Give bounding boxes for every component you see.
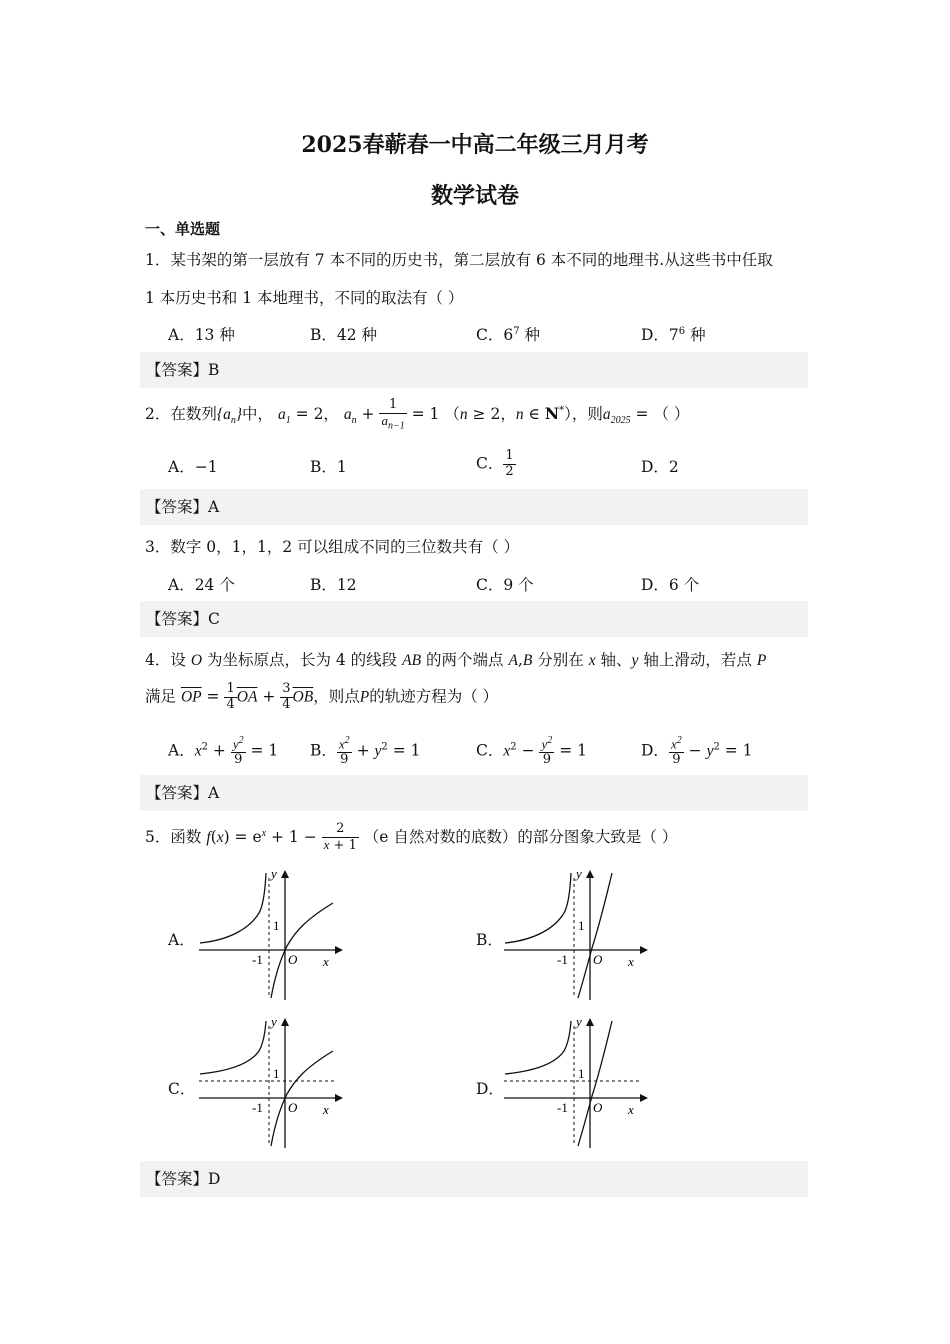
graph-c-y-label: y <box>271 1016 277 1029</box>
graph-d-y-label: y <box>576 1016 582 1029</box>
graph-c-origin-label: O <box>288 1100 298 1115</box>
graph-b-one-label: 1 <box>578 918 585 933</box>
graph-c-x-label: x <box>323 1102 329 1117</box>
question-2: 2．在数列$\{a_n\}$中， $a_1 = 2$， $a_n$ + $\frac{1}{a_{n-1}}$ = 1 （n ≥ 2，n ∈ N*），则$a_{2025}$ = （ ） <box>145 397 690 432</box>
graph-d-x-label: x <box>628 1102 634 1117</box>
answer-1: 【答案】B <box>140 352 808 388</box>
answer-4: 【答案】A <box>140 775 808 811</box>
question-1-line2: 1 本历史书和 1 本地理书，不同的取法有（ ） <box>145 289 464 307</box>
question-1-line1: 1．某书架的第一层放有 7 本不同的历史书，第二层放有 6 本不同的地理书.从这些书中任取 <box>145 251 773 269</box>
answer-3: 【答案】C <box>140 601 808 637</box>
graph-d-origin-label: O <box>593 1100 603 1115</box>
q3-option-a: A．24 个 <box>168 576 235 594</box>
q5-option-c: C． <box>168 1080 196 1098</box>
q3-option-c: C．9 个 <box>476 576 534 594</box>
q5-option-a: A． <box>168 931 195 949</box>
q3-option-b: B．12 <box>310 576 357 594</box>
section-heading: 一、单选题 <box>145 220 221 238</box>
question-5: 5．函数 $f(x) = e^x + 1$ − $\frac{2}{x + 1}$ （e 自然对数的底数）的部分图象大致是（ ） <box>145 821 678 853</box>
question-3: 3．数字 0，1，1，2 可以组成不同的三位数共有（ ） <box>145 538 520 556</box>
q2-option-c: C． $\frac{1}{2}$ <box>476 448 514 479</box>
answer-2: 【答案】A <box>140 489 808 525</box>
exam-subtitle: 数学试卷 <box>430 183 519 209</box>
graph-a-x-label: x <box>323 954 329 969</box>
q5-option-d: D． <box>476 1080 504 1098</box>
q5-graph-a <box>195 868 345 1003</box>
q5-graph-d <box>500 1016 650 1151</box>
q4-option-c: C．$x^2$ − $\frac{y^2}{9}$ = 1 <box>476 735 587 768</box>
q3-option-d: D．6 个 <box>641 576 700 594</box>
q2-option-d: D．2 <box>641 458 679 476</box>
q1-option-a: A．13 种 <box>168 326 235 344</box>
graph-a-y-label: y <box>271 868 277 881</box>
graph-c-one-label: 1 <box>273 1066 280 1081</box>
exam-title: 2025春蕲春一中高二年级三月月考 <box>301 132 649 158</box>
q1-option-c: C．$6^7$ 种 <box>476 325 541 344</box>
graph-a-origin-label: O <box>288 952 298 967</box>
q4-option-a: A．$x^2$ + $\frac{y^2}{9}$ = 1 <box>168 735 279 768</box>
q4-option-b: B． $\frac{x^2}{9}$ + $y^2 = 1$ <box>310 735 421 768</box>
q5-graph-b <box>500 868 650 1003</box>
graph-a-neg-one-label: -1 <box>252 952 263 967</box>
question-4-line1: 4．设 O 为坐标原点，长为 4 的线段 AB 的两个端点 A,B 分别在 x 轴、y 轴上滑动，若点 P <box>145 651 767 669</box>
graph-b-x-label: x <box>628 954 634 969</box>
q5-graph-c <box>195 1016 345 1151</box>
graph-d-one-label: 1 <box>578 1066 585 1081</box>
q5-option-b: B． <box>476 931 503 949</box>
q4-option-d: D． $\frac{x^2}{9}$ − $y^2 = 1$ <box>641 735 753 768</box>
graph-b-y-label: y <box>576 868 582 881</box>
graph-a-one-label: 1 <box>273 918 280 933</box>
q2-option-b: B．1 <box>310 458 347 476</box>
q1-option-d: D．$7^6$ 种 <box>641 325 706 344</box>
q1-option-b: B．42 种 <box>310 326 378 344</box>
answer-5: 【答案】D <box>140 1161 808 1197</box>
graph-b-neg-one-label: -1 <box>557 952 568 967</box>
graph-c-neg-one-label: -1 <box>252 1100 263 1115</box>
q2-option-a: A．−1 <box>168 458 218 476</box>
graph-b-origin-label: O <box>593 952 603 967</box>
question-4-line2: 满足 $\overline{OP}$ = $\frac{1}{4}$ $\overline{OA}$ + $\frac{3}{4}$ $\overline{OB}$，则点P的轨迹方程为（ ） <box>145 681 499 712</box>
graph-d-neg-one-label: -1 <box>557 1100 568 1115</box>
